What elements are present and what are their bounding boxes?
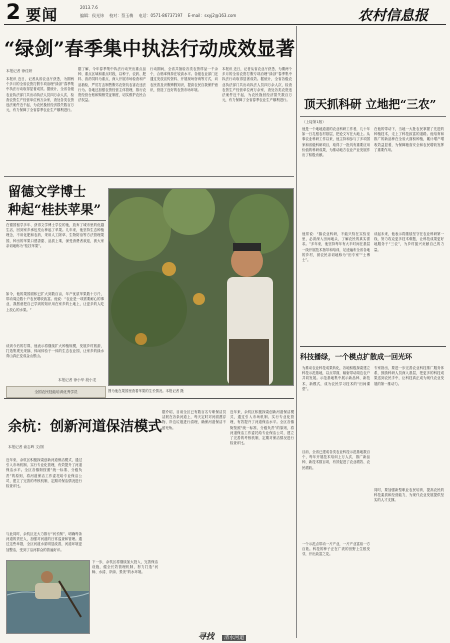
qitou-title-rule — [300, 116, 446, 117]
boshi-figure-caption: 图为他在果园里查看苹果的生长情况。本报记者 摄 — [108, 389, 184, 393]
qitou-col-2b: 谈起未来，他表示将继续坚守在农业科研第一线，努力攻克更多技术难题，让科技成果更好地服务于“三农”，为乡村振兴贡献自己的力量。 — [374, 232, 444, 252]
boshi-col-1: 在德国留学多年、获得文学博士学位的他，放弃了城市里的优越生活，回到家乡承包荒山种起了苹果。几年来，他坚持生态种植理念，不用化肥和农药，采用人工除草、生物防治等方法管理果园，种出的苹果口感香甜、品质上乘，深受消费者欢迎，被大家亲切地称为“桂扶苹果”。 — [6, 223, 104, 248]
keji-col-2a: 专家指出，要进一步完善农业科技推广服务体系，鼓励科研人员深入基层，把更多的科技成果送到农民手中，让科技真正成为现代农业发展的第一推动力。 — [374, 366, 444, 386]
lead-col-4: 本报讯 近日，记者从省农业厅获悉，为期两个多月的全省农资打假专项治理“绿剑”春季集中执法行动取得显著成效。据统计，全省各级农业执法部门共出动执法人员四万余人次，检查农资生产经营单位两万余家，查处各类农资违法案件近千起，为农民挽回经济损失数百万元，有力保障了全省春季农业生产顺利进行。 — [222, 67, 292, 103]
yuhang-byline: 本报记者 俞志晖 文/图 — [8, 445, 44, 449]
lead-bottom-rule — [4, 176, 294, 177]
masthead-date: 2013.7.6 — [80, 5, 98, 10]
lead-byline: 本报记者 徐佳妍 — [6, 69, 33, 73]
yuhang-col-3: 下一步，余杭区将继续加大投入，完善保洁设施，健全长效管理机制，努力打造“河畅、水清、岸绿、景美”的水环境。 — [92, 560, 158, 575]
boshi-photo — [108, 188, 294, 386]
boshi-col-2: 如今，他的果园面积已扩大到数百亩，年产优质苹果数十万斤，带动周边数十户农民增收致富。他说：“农业是一项需要耐心的事业，我愿意把自己学到的知识用在家乡的土地上，让更多的人吃上放心的水果。” — [6, 292, 104, 312]
lead-col-2: 据了解，今年春季集中执法行动突出重点品种、重点区域和重点时段，以种子、农药、肥料、兽药饲料为重点，深入开展市场检查和产品抽检，严厉打击制售假劣农资坑农害农违法行为。各地还加强农资经营主体管理，推行农资经营台账和购销凭证制度，切实维护农民合法权益。 — [78, 67, 146, 103]
masthead-phone: 电话：0571-86737197 — [138, 13, 183, 18]
yuhang-col-4: 据介绍，目前全区已有数百名专职保洁员活跃在各条河道上，每天定时对河面漂浮物、岸边垃圾进行清理，确保河道保洁不留死角。 — [162, 410, 226, 430]
keji-col-2b: 同时，要加强新型职业农民培育，提高农民的科技素质和经营能力，为现代农业发展提供坚实的人才支撑。 — [374, 488, 444, 503]
qitou-col-1a: 他是一个地地道道的农业科研工作者，几十年如一日扎根农村基层，把论文写在大地上。从事农业科研工作以来，他主持和参与了多项国家和省级科研项目，取得了一批具有重要应用价值的科研成果，为推动地方农业产业发展作出了积极贡献。 — [302, 127, 370, 158]
boshi-bottom-rule — [4, 398, 294, 399]
masthead-proofread: 校对：蔡玉梅 — [109, 13, 134, 18]
masthead-info — [80, 13, 236, 19]
masthead-rule — [4, 24, 446, 25]
boshi-byline: 本报记者 徐小华 段小龙 — [58, 378, 97, 382]
boshi-title-2: 种起“桂扶苹果” — [8, 203, 101, 218]
boshi-photo-badge — [6, 386, 106, 398]
signature-text: 寻找 — [198, 632, 214, 641]
masthead — [0, 0, 450, 24]
qitou-col-2a: 在他的带动下，当地一大批农民掌握了先进的种植技术，走上了科技致富的道路。他培育和推广的新品种在全省大面积种植，累计增产增收效益显著，为保障粮食安全和农民增收发挥了重要作用。 — [374, 127, 444, 152]
col-divider-main — [296, 26, 297, 638]
qitou-byline: （上接第1版） — [302, 120, 326, 124]
yuhang-col-5: 近年来，余杭区积极探索创新河道保洁模式，通过引入市场机制、实行专业化管理，有效提升了河道保洁水平。全区各镇街按照“统一标准、分级负责”的原则，将河道保洁工作委托给专业保洁公司，建立了完善的考核机制，定期对保洁情况进行检查评比。 — [230, 410, 294, 446]
keji-col-1b: 目前，全省已建成各类农业科技示范基地数百个，每年开展技术培训上万人次，推广新品种、新技术数百项，有效促进了农业增效、农民增收。 — [302, 450, 370, 470]
masthead-email: E-mail：sxyj2@163.com — [187, 13, 237, 18]
farmer-photo-illustration — [109, 189, 293, 385]
yuhang-photo — [6, 560, 90, 634]
keji-top-rule — [300, 346, 446, 347]
keji-col-1c: 一个示范点带动一片产业，一片产业富裕一方百姓。科技的种子正在广袤的田野上生根发芽，开出致富之花。 — [302, 542, 370, 557]
qitou-title: 顶天抓科研 立地把“三农” — [304, 97, 437, 111]
keji-col-1a: 为推动农业科技成果转化，各地积极探索建立科技示范基地，以点带面，辐射带动周边农户共同发展。示范基地集中展示新品种、新技术、新模式，成为农民学习技术的“田间课堂”。 — [302, 366, 370, 391]
yuhang-signature — [198, 624, 246, 643]
page-number: 2 — [6, 0, 21, 24]
yuhang-col-2: 与此同时，余杭区还大力推行“河长制”，明确每条河道的责任人，加强对河道的日常巡查和管理。通过这些举措，全区河道水质明显改善，河道环境更加整洁，受到了沿河群众的普遍好评。 — [6, 532, 82, 552]
paper-name: 农村信息报 — [358, 8, 428, 24]
boshi-photo-caption: 全国农民技能培训优秀学员 — [34, 390, 78, 394]
lead-col-1: 本报讯 近日，记者从省农业厅获悉，为期两个多月的全省农资打假专项治理“绿剑”春季集中执法行动取得显著成效。据统计，全省各级农业执法部门共出动执法人员四万余人次，检查农资生产经营单位两万余家，查处各类农资违法案件近千起，为农民挽回经济损失数百万元，有力保障了全省春季农业生产顺利进行。 — [6, 77, 74, 113]
section-name: 要闻 — [26, 6, 59, 24]
boshi-col-3: 谈到今后的打算，他表示将继续扩大种植规模，发展乡村旅游，打造集观光采摘、休闲体验于一体的生态农业园，让家乡的绿水青山真正变成金山银山。 — [6, 344, 104, 359]
lead-col-3: 行动期间，全省共抽检各类农资样品一千余个，合格率保持在较高水平。各级农业部门还通过发放宣传资料、开展现场咨询等方式，向农民普及识假辨假知识，提高农民自我保护意识，营造了良好的农资市场环境。 — [150, 67, 218, 92]
column-label: 清水河道 — [224, 635, 245, 641]
lead-title: “绿剑”春季集中执法行动成效显著 — [4, 38, 296, 60]
boshi-title-rule — [6, 220, 106, 221]
yuhang-col-1: 近年来，余杭区积极探索创新河道保洁模式，通过引入市场机制、实行专业化管理，有效提升了河道保洁水平。全区各镇街按照“统一标准、分级负责”的原则，将河道保洁工作委托给专业保洁公司，建立了完善的考核机制，定期对保洁情况进行检查评比。 — [6, 458, 82, 489]
qitou-col-1b: 他常说：“搞农业科研，不能只待在实验室里，必须深入田间地头，了解农民的真实需求。”多年来，他坚持每年有大半时间在基层一线开展技术指导和培训，足迹遍布全省各地的乡村，被农民亲切地称为“田专家”“土博士”。 — [302, 232, 370, 263]
yuhang-title: 余杭：创新河道保洁模式 — [8, 419, 162, 435]
river-photo-illustration — [7, 561, 89, 633]
keji-title: 科技播绿，一个模点扩散成一回光环 — [300, 353, 412, 361]
boshi-title-1: 留德文学博士 — [8, 185, 87, 200]
masthead-editor: 编辑：侯光炜 — [80, 13, 104, 18]
